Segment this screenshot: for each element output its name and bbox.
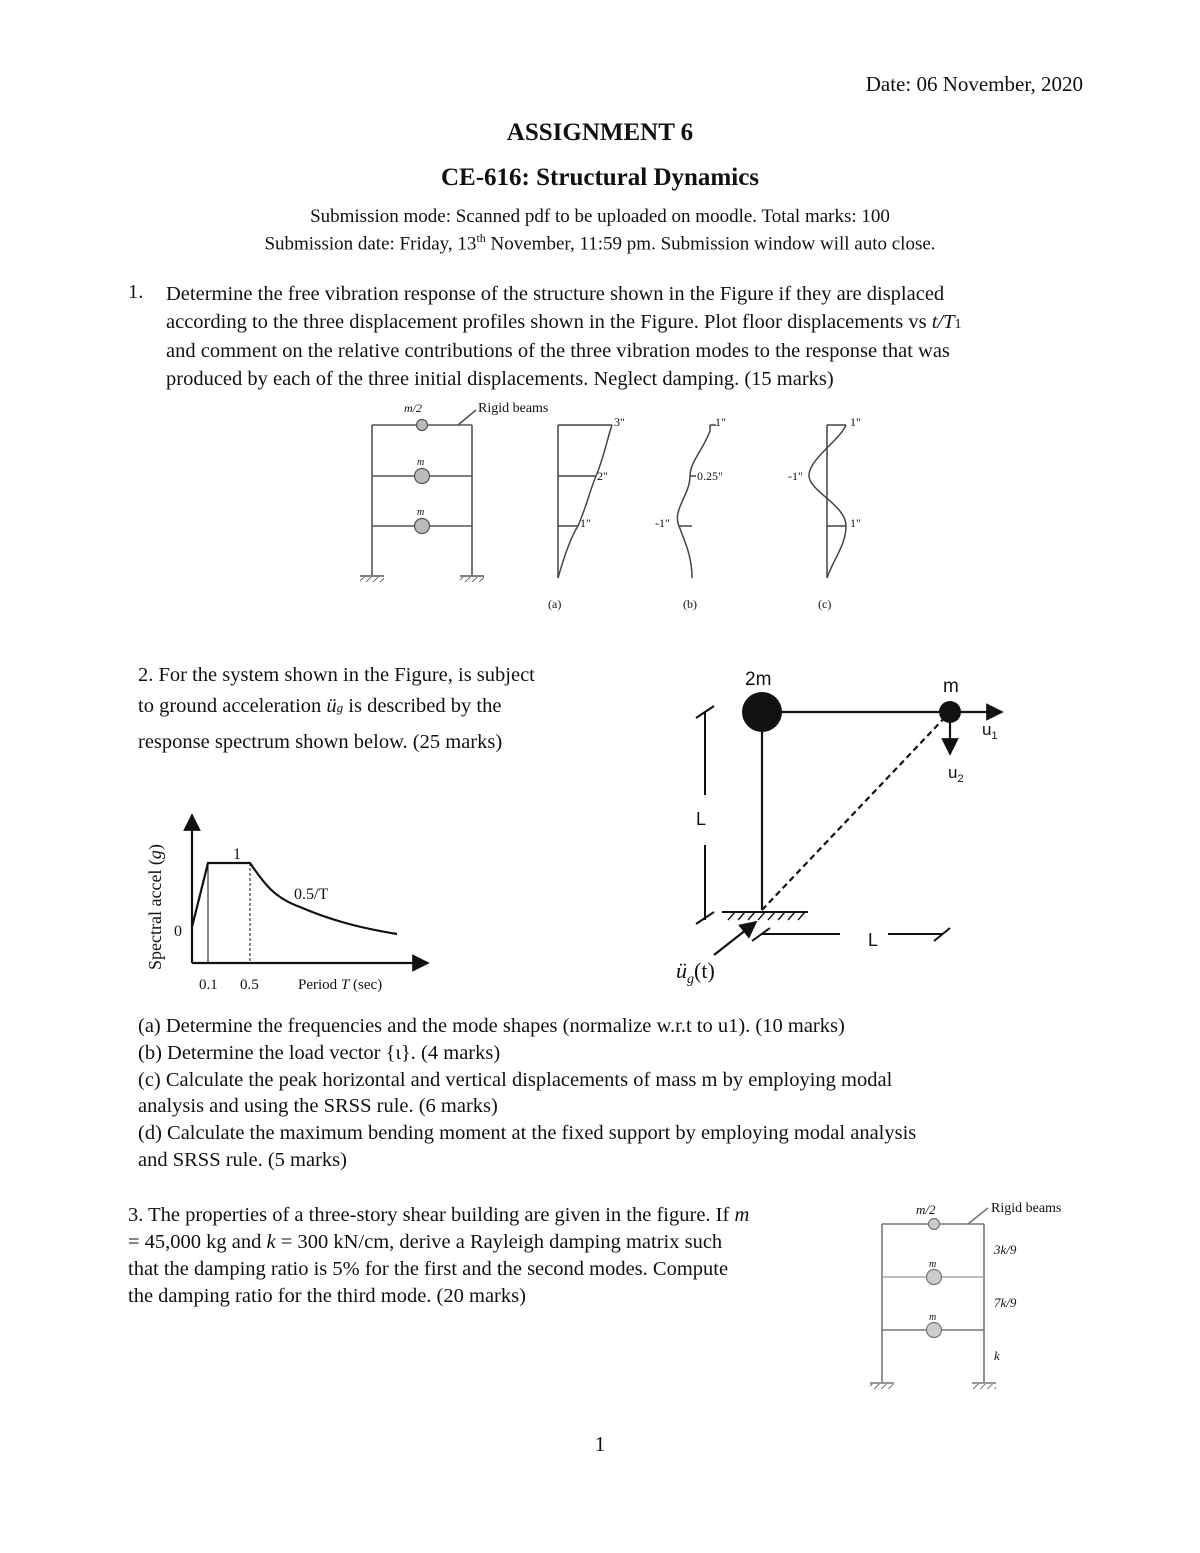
q3-text: 3. The properties of a three-story shear building are given in the figure. If m = 45,000 kg and k = 300 kN/cm, derive a Rayleigh damping matrix such that the damping ratio is 5% for the first and the second modes. Compute the damping ratio for the third mode. (20 marks) <box>128 1204 750 1307</box>
q2-label-u2: $u_2$ <box>948 763 964 785</box>
q1-mass-top <box>417 420 428 431</box>
q3-label-mass-bot: m <box>929 1312 937 1323</box>
q1-a-bot-label: 1" <box>580 516 591 530</box>
q2-spectrum-ylabel: Spectral accel (g) <box>145 844 165 970</box>
q2-spectrum-tick-05: 0.5 <box>240 977 259 993</box>
course-title: CE-616: Structural Dynamics <box>440 164 760 191</box>
q1-label-mass-mid: m <box>417 457 425 468</box>
q3-label-rigid-beams: Rigid beams <box>991 1201 1062 1216</box>
q2-part-d: (d) Calculate the maximum bending moment at the fixed support by employing modal analysis <box>138 1122 917 1145</box>
q2-text: 2. For the system shown in the Figure, is subject to ground acceleration üg is described by the response spectrum shown below. (25 marks) <box>138 664 535 753</box>
q3-mass-bot <box>927 1323 942 1338</box>
q2-mass-2m <box>742 692 782 732</box>
q1-mass-mid <box>415 469 430 484</box>
q2-spectrum-curve-label: 0.5/T <box>294 886 329 903</box>
q1-support-left <box>360 577 384 582</box>
q2-ground-accel-arrow <box>714 922 756 955</box>
q1-number: 1. <box>128 281 144 303</box>
q2-label-u1: $u_1$ <box>982 720 998 742</box>
q2-mass-m <box>939 701 961 723</box>
q2-frame-figure <box>696 706 1002 955</box>
q1-c-caption: (c) <box>818 597 832 611</box>
q3-frame-figure <box>870 1208 996 1383</box>
q1-frame-figure <box>360 410 484 576</box>
q1-a-top-label: 3" <box>614 415 625 429</box>
q3-label-k-mid: 7k/9 <box>994 1295 1017 1310</box>
q1-c-top-label: 1" <box>850 415 861 429</box>
q1-a-mid-label: 2" <box>597 469 608 483</box>
q2-label-2m: 2m <box>745 669 772 690</box>
q2-spectrum-one: 1 <box>233 846 241 863</box>
q2-part-c-cont: analysis and using the SRSS rule. (6 marks) <box>138 1095 498 1118</box>
q3-support-left <box>870 1384 894 1389</box>
q2-part-d-cont: and SRSS rule. (5 marks) <box>138 1148 347 1171</box>
q2-label-L-vertical: L <box>696 809 707 829</box>
q1-b-mid-label: 0.25" <box>697 469 723 483</box>
q2-label-L-horizontal: L <box>868 930 879 950</box>
q2-parts <box>138 1013 1078 1174</box>
q2-diagonal-dashed <box>762 712 950 910</box>
q1-a-caption: (a) <box>548 597 562 611</box>
q1-label-mass-top: m/2 <box>404 401 422 415</box>
submission-date: Submission date: Friday, 13th November, 11:59 pm. Submission window will auto close. <box>264 231 936 255</box>
q1-profile-b <box>677 425 716 578</box>
submission-mode: Submission mode: Scanned pdf to be uploaded on moodle. Total marks: 100 <box>310 206 890 227</box>
q2-spectrum-zero: 0 <box>174 923 182 940</box>
q1-c-bot-label: 1" <box>850 516 861 530</box>
q1-b-top-label: 1" <box>715 415 726 429</box>
q3-mass-top <box>929 1219 940 1230</box>
q1-b-bot-label: -1" <box>655 516 670 530</box>
q1-c-mid-label: -1" <box>788 469 803 483</box>
q1-mass-bot <box>415 519 430 534</box>
page-number: 1 <box>594 1432 606 1456</box>
q1-profile-a <box>558 425 612 578</box>
date-line: Date: 06 November, 2020 <box>865 72 1083 96</box>
q2-spectrum-tick-01: 0.1 <box>199 977 218 993</box>
q3-support-right <box>972 1384 996 1389</box>
q3-label-mass-mid: m <box>929 1259 937 1270</box>
assignment-title: ASSIGNMENT 6 <box>506 119 694 146</box>
q1-label-rigid-beams: Rigid beams <box>478 401 549 416</box>
q2-label-m: m <box>943 676 959 697</box>
q2-label-ground-accel: $ü_g(t)$ <box>676 958 715 987</box>
q3-mass-mid <box>927 1270 942 1285</box>
q1-b-caption: (b) <box>683 597 697 611</box>
q1-text: Determine the free vibration response of the structure shown in the Figure if they are displaced according to the three displacement profiles shown in the Figure. Plot floor displacements vs t/T1 and comment on the relative contributions of the three vibration modes to the response that was produced by each of the three initial displacements. Neglect damping. (15 marks) <box>166 283 962 390</box>
q2-spectrum-xlabel: Period T (sec) <box>298 977 383 993</box>
q3-label-mass-top: m/2 <box>916 1202 936 1217</box>
q2-part-b: (b) Determine the load vector {ι}. (4 marks) <box>138 1041 501 1064</box>
q2-part-c: (c) Calculate the peak horizontal and vertical displacements of mass m by employing modal <box>138 1068 893 1091</box>
q1-profile-c <box>809 425 846 578</box>
q1-label-mass-bot: m <box>417 507 425 518</box>
q3-label-k-top: 3k/9 <box>994 1242 1017 1257</box>
q3-label-k-bot: k <box>994 1348 1000 1363</box>
q1-support-right <box>460 577 484 582</box>
q2-part-a: (a) Determine the frequencies and the mode shapes (normalize w.r.t to u1). (10 marks) <box>138 1015 845 1037</box>
